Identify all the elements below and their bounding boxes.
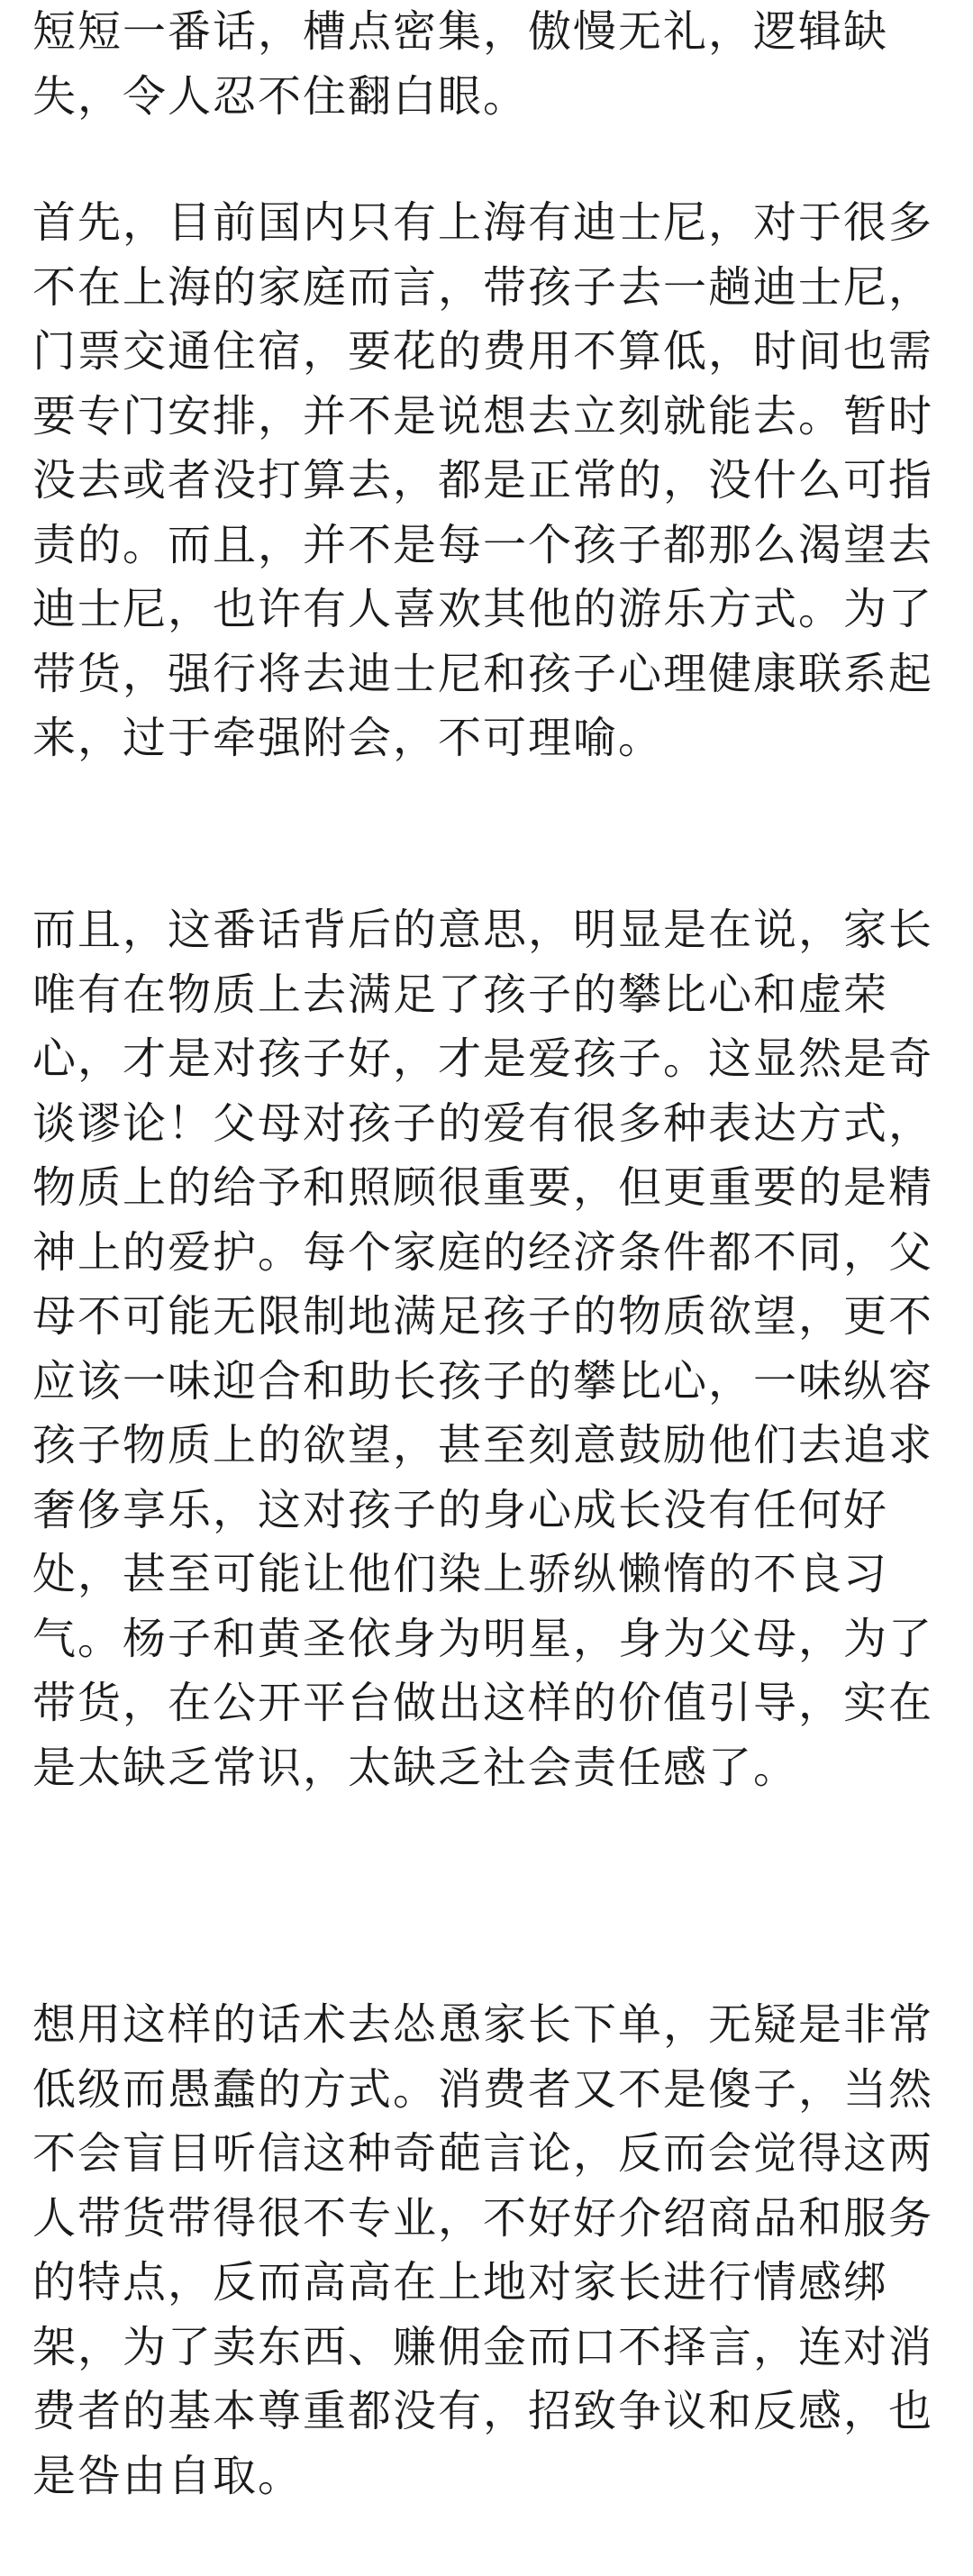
text-line: 谈谬论！父母对孩子的爱有很多种表达方式， [32,1097,934,1149]
text-line: 的特点，反而高高在上地对家长进行情感绑 [32,2257,889,2307]
text-line: 是太缺乏常识，太缺乏社会责任感了。 [32,1742,799,1793]
text-line: 是咎由自取。 [32,2450,304,2501]
text-line: 唯有在物质上去满足了孩子的攀比心和虚荣 [32,969,889,1020]
text-line: 孩子物质上的欲望，甚至刻意鼓励他们去追求 [32,1420,934,1470]
text-line: 低级而愚蠢的方式。消费者又不是傻子，当然 [32,2063,934,2115]
text-line: 物质上的给予和照顾很重要，但更重要的是精 [32,1162,934,1213]
text-line: 不在上海的家庭而言，带孩子去一趟迪士尼， [32,261,934,313]
text-line: 责的。而且，并不是每一个孩子都那么渴望去 [32,519,934,570]
paragraph-3 [32,898,933,1800]
text-line: 想用这样的话术去怂恿家长下单，无疑是非常 [32,1999,934,2050]
text-line: 费者的基本尊重都没有，招致争议和反感，也 [32,2386,934,2436]
text-line: 应该一味迎合和助长孩子的攀比心，一味纵容 [32,1355,934,1406]
text-line: 带货，在公开平台做出这样的价值引导，实在 [32,1678,934,1728]
text-line: 来，过于牵强附会，不可理喻。 [32,713,664,763]
text-line: 奢侈享乐，这对孩子的身心成长没有任何好 [32,1484,889,1535]
text-line: 要专门安排，并不是说想去立刻就能去。暂时 [32,390,934,441]
text-line: 首先，目前国内只有上海有迪士尼，对于很多 [32,197,934,248]
text-line: 门票交通住宿，要花的费用不算低，时间也需 [32,326,934,377]
text-line: 失，令人忍不住翻白眼。 [32,70,529,122]
text-line: 迪士尼，也许有人喜欢其他的游乐方式。为了 [32,584,934,634]
text-line: 没去或者没打算去，都是正常的，没什么可指 [32,455,934,505]
paragraph-4 [32,1993,933,2508]
text-line: 神上的爱护。每个家庭的经济条件都不同，父 [32,1226,934,1278]
text-line: 母不可能无限制地满足孩子的物质欲望，更不 [32,1291,934,1342]
text-line: 架，为了卖东西、赚佣金而口不择言，连对消 [32,2321,934,2372]
text-line: 气。杨子和黄圣依身为明星，身为父母，为了 [32,1613,934,1664]
text-line: 人带货带得很不专业，不好好介绍商品和服务 [32,2192,934,2244]
text-line: 带货，强行将去迪士尼和孩子心理健康联系起 [32,648,934,699]
text-line: 心，才是对孩子好，才是爱孩子。这显然是奇 [32,1033,934,1084]
text-line: 而且，这番话背后的意思，明显是在说，家长 [32,905,934,955]
paragraph-1 [32,0,888,129]
paragraph-2 [32,191,933,771]
text-line: 不会盲目听信这种奇葩言论，反而会觉得这两 [32,2128,934,2179]
text-line: 短短一番话，槽点密集，傲慢无礼，逻辑缺 [32,6,889,57]
text-line: 处，甚至可能让他们染上骄纵懒惰的不良习 [32,1549,889,1599]
